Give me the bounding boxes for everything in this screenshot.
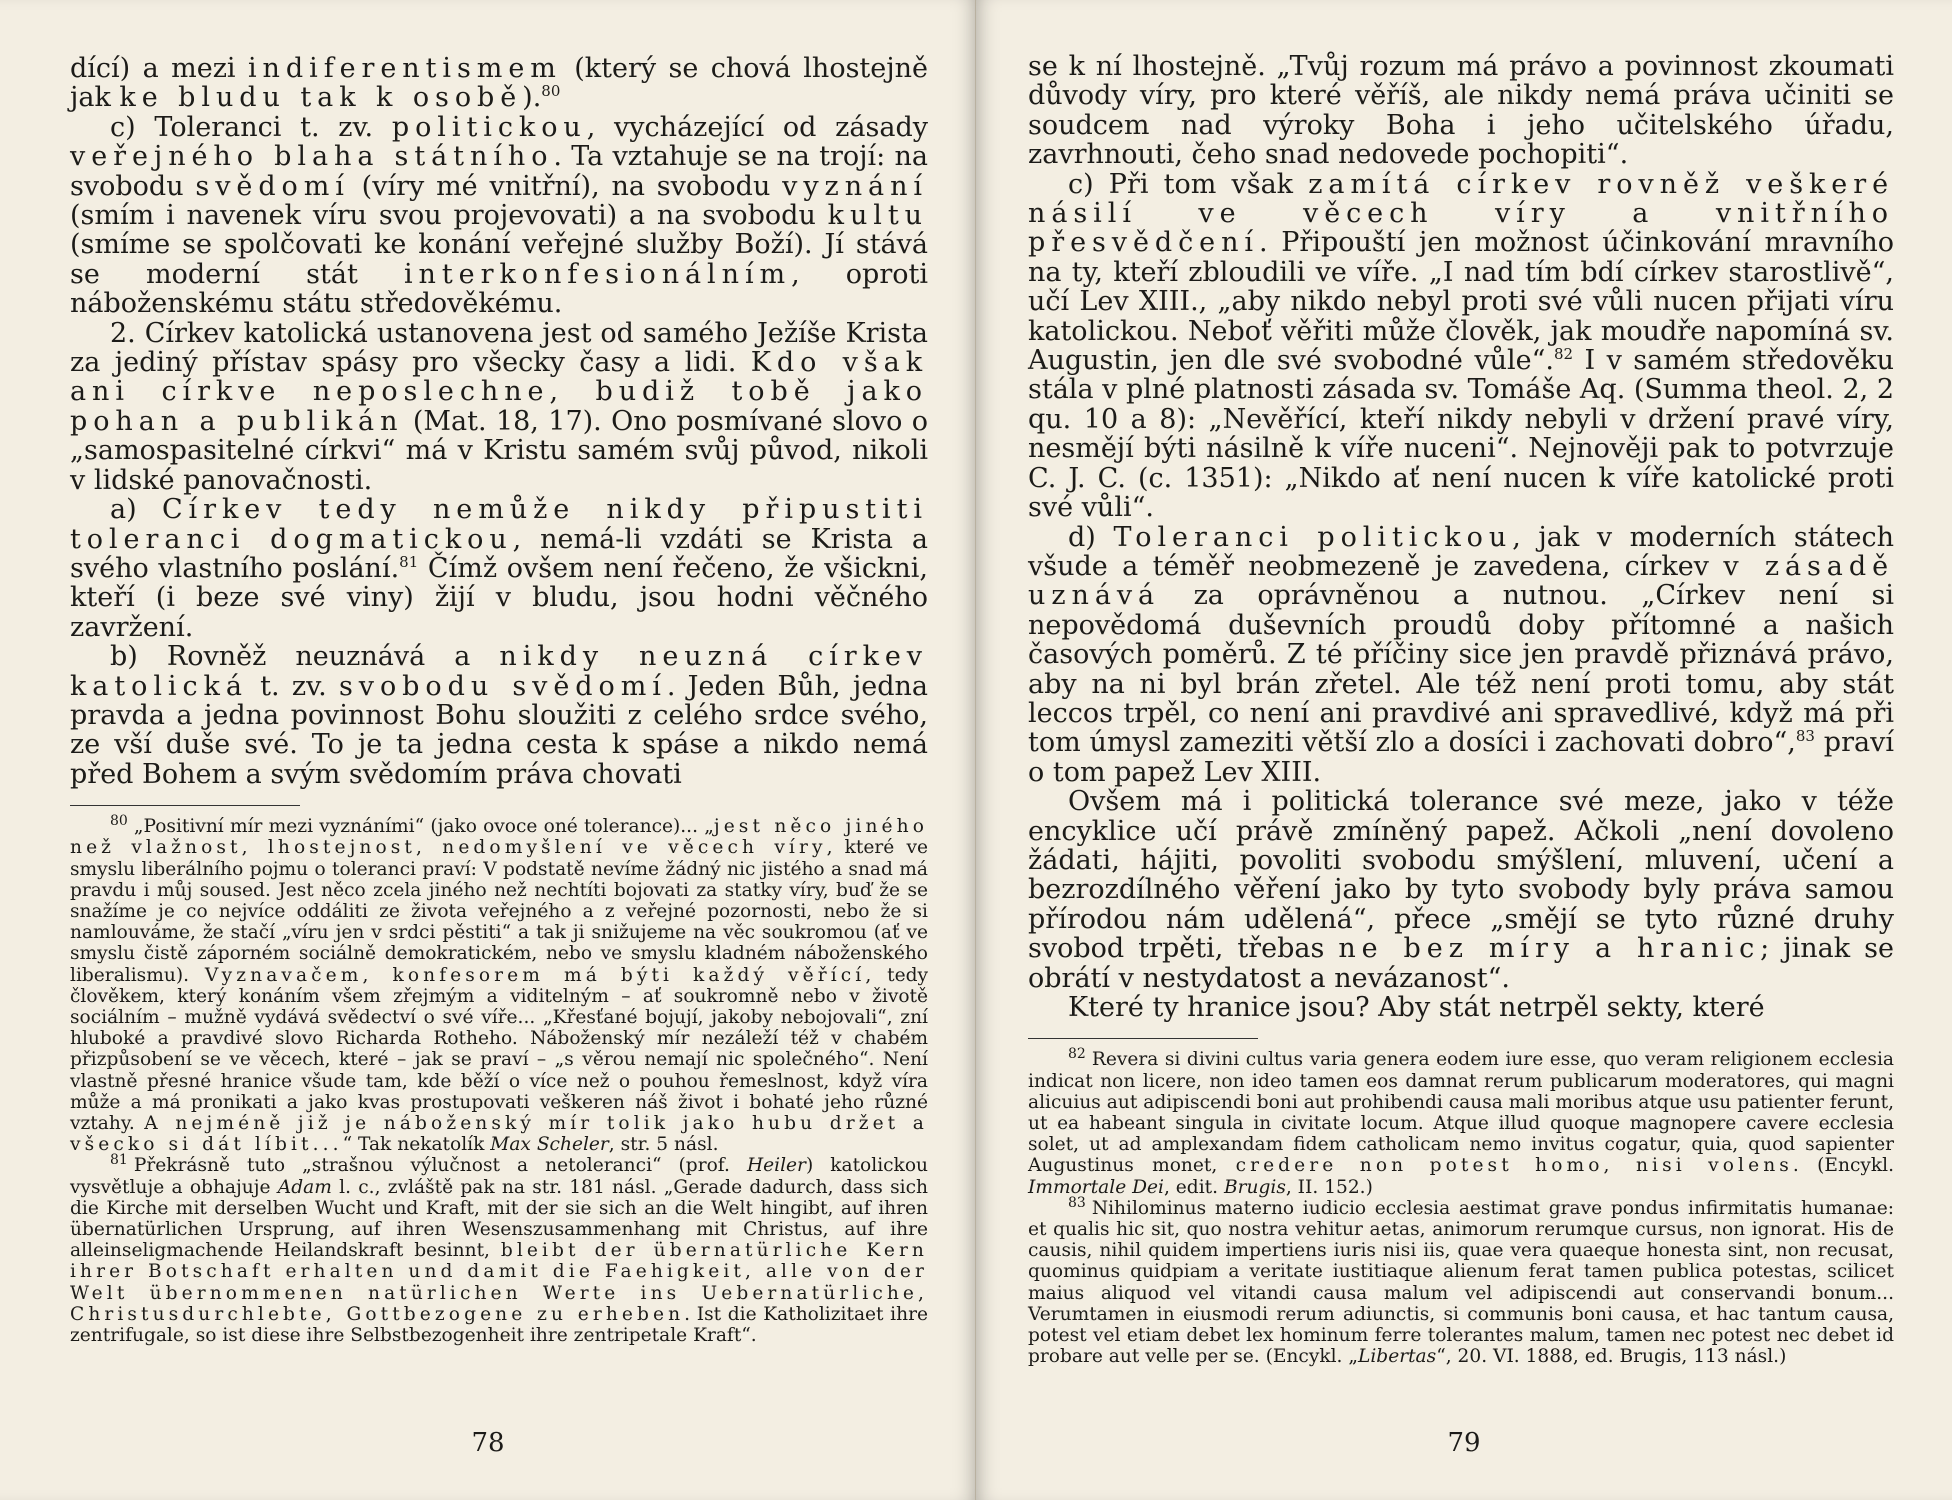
spaced-emphasis: veřejného blaha státního: [70, 141, 554, 173]
paragraph: Které ty hranice jsou? Aby stát netrpěl sekty, které: [1068, 992, 1765, 1023]
footnote-number: 81: [110, 1152, 128, 1169]
spaced-emphasis: zamítá církev rovněž veškeré násilí ve věcech víry a vnitřního přesvědčení: [1028, 168, 1894, 259]
page-number-left: 78: [471, 1428, 505, 1458]
spaced-emphasis: Církev tedy nemůže nikdy připustiti toleranci dogmatickou: [70, 494, 928, 555]
footnote-rule: [1028, 1038, 1258, 1039]
spaced-emphasis: nikdy neuzná církev katolická: [70, 641, 929, 702]
italic-text: Heiler: [746, 1155, 806, 1177]
italic-text: Adam: [277, 1176, 332, 1198]
footnote-number: 83: [1068, 1194, 1086, 1211]
spaced-emphasis: bleibt der übernatürliche Kern ihrer Botschaft erhalten und damit die Faehigkeit, alle von der Welt übernommenen natürlichen Werte ins Uebernatürliche, Christusdurchlebte, Gottbezogene zu erheben: [70, 1240, 928, 1325]
spaced-emphasis: jest něco jiného než vlažnost, lhostejnost, nedomyšlení ve věcech víry: [70, 816, 928, 859]
spaced-emphasis: Toleranci politickou: [1113, 521, 1513, 553]
paragraph: d) Toleranci politickou, jak v moderních státech všude a téměř neobmezeně je zavedena, církev v zásadě uznává za oprávněnou a nutnou. „Církev není si nepovědomá duševních proudů doby přítomné a našich časových poměrů. Z té příčiny sice jen pravdě přiznává právo, aby na ni byl brán zřetel. Ale též není proti tomu, aby stát leccos trpěl, co není ani pravdivé ani spravedlivé, když má při tom úmysl zameziti větší zlo a dosíci i zachovati dobro“,$^{83}$ praví o tom papež Lev XIII.: [1028, 521, 1894, 788]
italic-text: Libertas: [1358, 1346, 1437, 1368]
paragraph: 2. Církev katolická ustanovena jest od samého Ježíše Krista za jediný přístav spásy pro všecky časy a lidi. Kdo však ani církve neposlechne, budiž tobě jako pohan a publikán (Mat. 18, 17). Ono posmívané slovo o „samospasitelné církvi“ má v Kristu samém svůj původ, nikoli v lidské panovačnosti.: [70, 317, 929, 496]
spaced-emphasis: svědomí: [195, 170, 350, 202]
page-number-right: 79: [1447, 1428, 1481, 1458]
footnote-ref: 80: [541, 82, 561, 101]
footnote: $^{80}$ „Positivní mír mezi vyznáními“ (jako ovoce oné tolerance)... „jest něco jiného než vlažnost, lhostejnost, nedomyšlení ve věcech víry, které ve smyslu liberálního pojmu o toleranci praví: V podstatě nevíme žádný nic jistého a snad má pravdu i můj soused. Jest něco zcela jiného než nechtíti bojovati za statky víry, buď že se snažíme je co nejvíce oddáliti ze života veřejného a z veřejné pozornosti, nebo že si namlouváme, že stačí „víru jen v srdci pěstiti“ a tak ji snižujeme na věc soukromou (ať ve smyslu čistě záporném sociálně demokratickém, nebo ve smyslu kladném náboženského liberalismu). Vyznavačem, konfesorem má býti každý věřící, tedy člověkem, který konáním všem zřejmým a viditelným – ať soukromně nebo v životě sociálním – mužně vydává svědectví o své víře... „Křesťané bojují, jakoby nebojovali“, zní hluboké a pravdivé slovo Richarda Rotheho. Náboženský mír nezáleží též v chabém přizpůsobení se ve věcech, které – jak se praví – „s věrou nemají nic společného“. Není vlastně přesné hranice všude tam, kde běží o více než o pouhou řemeslnost, když víra může a má pronikati a jako kvas prostupovati veškeren náš život i bohaté jeho různé vztahy. A nejméně již je náboženský mír tolik jako hubu držet a všecko si dát líbit...“ Tak nekatolík Max Scheler, str. 5 násl.: [70, 812, 929, 1156]
italic-text: Brugis: [1223, 1176, 1286, 1198]
footnote: $^{81}$ Překrásně tuto „strašnou výlučnost a netoleranci“ (prof. Heiler) katolickou vysvětluje a obhajuje Adam l. c., zvláště pak na str. 181 násl. „Gerade dadurch, dass sich die Kirche mit derselben Wucht und Kraft, mit der sie sich an die Welt hingibt, auf ihren übernatürlichen Ursprung, auf ihren Wesenszusammenhang mit Christus, auf ihre alleinseligmachende Heilandskraft besinnt, bleibt der übernatürliche Kern ihrer Botschaft erhalten und damit die Faehigkeit, alle von der Welt übernommenen natürlichen Werte ins Uebernatürliche, Christusdurchlebte, Gottbezogene zu erheben. Ist die Katholizitaet ihre zentrifugale, so ist diese ihre Selbstbezogenheit ihre zentripetale Kraft“.: [70, 1152, 928, 1347]
right-footnotes: [1028, 1046, 1894, 1368]
spaced-emphasis: indiferentismem: [247, 53, 562, 84]
paragraph: Ovšem má i politická tolerance své meze, jako v téže encyklice učí právě zmíněný papež. Ačkoli „není dovoleno žádati, hájiti, povoliti svobodu smýšlení, mluvení, učení a bezrozdílného věření jako by tyto svobody byly práva samou přírodou nám udělená“, přece „smějí se tyto různé druhy svobod trpěti, třebas ne bez míry a hranic; jinak se obrátí v nestydatost a nevázanost“.: [1028, 786, 1894, 994]
left-footnotes: [70, 812, 929, 1347]
spaced-emphasis: Vyznavačem, konfesorem má býti každý věřící: [204, 964, 866, 986]
paragraph: b) Rovněž neuznává a nikdy neuzná církev katolická t. zv. svobodu svědomí. Jeden Bůh, jedna pravda a jedna povinnost Bohu sloužiti z celého srdce svého, ze vší duše své. To je ta jedna cesta k spáse a nikdo nemá před Bohem a svým svědomím práva chovati: [70, 641, 929, 790]
italic-text: Immortale Dei: [1028, 1176, 1164, 1198]
spaced-emphasis: interkonfesionálním: [403, 258, 792, 290]
paragraph: se k ní lhostejně. „Tvůj rozum má právo a povinnost zkoumati důvody víry, pro které věříš, ale nikdy nemá práva učiniti se soudcem nad výroky Boha i jeho učitelského úřadu, zavrhnouti, čeho snad nedovede pochopiti“.: [1028, 51, 1894, 171]
footnote-ref: 81: [399, 552, 419, 571]
italic-text: Max Scheler: [490, 1134, 609, 1156]
footnote: $^{83}$ Nihilominus materno iudicio ecclesia aestimat grave pondus infirmitatis humanae: et qualis hic sit, quo nostra vehitur aetas, animorum rerumque cursus, non ignorat. His de causis, nihil quidem impertiens iuris nisi iis, quae vera quaeque honesta sint, non recusat, quominus quidpiam a veritate iustitiaque alienum ferat tamen publica potestas, scilicet maius aliquod vel vitandi causa malum vel adipiscendi aut conservandi bonum... Verumtamen in eiusmodi rerum adiunctis, si communis boni causa, et hac tantum causa, potest vel etiam debet lex hominum ferre tolerantes malum, tamen nec potest nec debet id probare aut velle per se. (Encykl. „Libertas“, 20. VI. 1888, ed. Brugis, 113 násl.): [1028, 1194, 1894, 1368]
spaced-emphasis: ne bez míry a hranic: [1338, 933, 1761, 965]
spaced-emphasis: svobodu svědomí: [339, 670, 667, 702]
spaced-emphasis: politickou: [391, 111, 587, 143]
paragraph: c) Toleranci t. zv. politickou, vycházející od zásady veřejného blaha státního. Ta vztahuje se na trojí: na svobodu svědomí (víry mé vnitřní), na svobodu vyznání (smím i navenek víru svou projevovati) a na svobodu kultu (smíme se spolčovati ke konání veřejné služby Boží). Jí stává se moderní stát interkonfesionálním, oproti náboženskému státu středověkému.: [70, 111, 928, 320]
footnote-rule: [70, 805, 300, 806]
right-body-text: [1028, 52, 1894, 1022]
footnote-number: 80: [110, 812, 128, 829]
paragraph: dící) a mezi indiferentismem (který se chová lhostejně jak ke bludu tak k osobě).$^{80}$: [70, 53, 928, 114]
footnote: $^{82}$ Revera si divini cultus varia genera eodem iure esse, quo veram religionem ecclesia indicat non licere, non ideo tamen eos damnat rerum publicarum moderatores, qui magni alicuius aut adipiscendi boni aut prohibendi causa mali moribus atque usu patienter ferunt, ut ea habeant singula in civitate locum. Atque illud quoque magnopere cavere ecclesia solet, ut ad amplexandam fidem catholicam nemo invitus cogatur, quia, quod sapienter Augustinus monet, credere non potest homo, nisi volens. (Encykl. Immortale Dei, edit. Brugis, II. 152.): [1028, 1046, 1894, 1198]
footnote-ref: 83: [1795, 727, 1815, 746]
footnote-number: 82: [1068, 1046, 1086, 1063]
spaced-emphasis: Kdo však ani církve neposlechne, budiž tobě jako pohan a publikán: [70, 347, 928, 437]
spaced-emphasis: credere non potest homo, nisi volens: [1235, 1155, 1793, 1177]
right-page: [976, 0, 1952, 1500]
spaced-emphasis: v zásadě uznává: [1028, 550, 1894, 612]
spaced-emphasis: kultu: [827, 200, 928, 232]
left-body-text: [70, 54, 928, 789]
paragraph: c) Při tom však zamítá církev rovněž veškeré násilí ve věcech víry a vnitřního přesvědčení. Připouští jen možnost účinkování mravního na ty, kteří zbloudili ve víře. „I nad tím bdí církev starostlivě“, učí Lev XIII., „aby nikdo nebyl proti své vůli nucen přijati víru katolickou. Neboť věřiti může člověk, jak moudře napomíná sv. Augustin, jen dle své svobodné vůle“.$^{82}$ I v samém středověku stála v plné platnosti zásada sv. Tomáše Aq. (Summa theol. 2, 2 qu. 10 a 8): „Nevěřící, kteří nikdy nebyli v držení pravé víry, nesmějí býti násilně k víře nuceni“. Nejnověji pak to potvrzuje C. J. C. (c. 1351): „Nikdo ať není nucen k víře katolické proti své vůli“.: [1028, 168, 1894, 524]
paragraph: a) Církev tedy nemůže nikdy připustiti toleranci dogmatickou, nemá-li vzdáti se Krista a svého vlastního poslání.$^{81}$ Čímž ovšem není řečeno, že všickni, kteří (i beze své viny) žijí v bludu, jsou hodni věčného zavržení.: [70, 494, 929, 643]
footnote-ref: 82: [1553, 345, 1574, 364]
spaced-emphasis: vyznání: [782, 170, 928, 202]
spaced-emphasis: A nejméně již je náboženský mír tolik jako hubu držet a všecko si dát líbit...: [70, 1113, 928, 1156]
spaced-emphasis: ke bludu tak k osobě: [119, 82, 523, 114]
